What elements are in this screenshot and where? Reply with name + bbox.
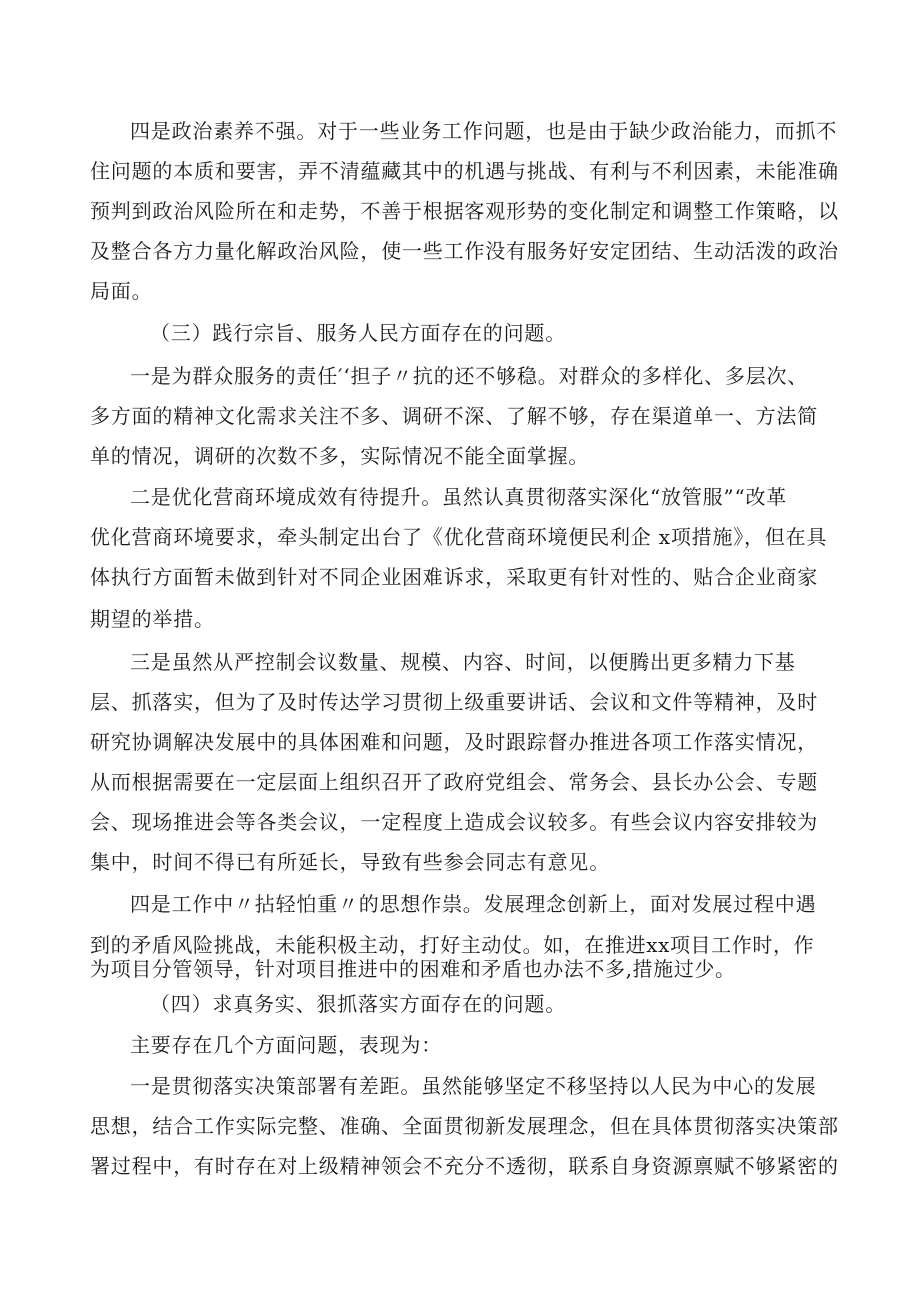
paragraph-line: 单的情况，调研的次数不多，实际情况不能全面掌握。	[90, 444, 590, 468]
paragraph-line: 一是贯彻落实决策部署有差距。虽然能够坚定不移坚持以人民为中心的发展	[130, 1074, 817, 1098]
paragraph-line: 二是优化营商环境成效有待提升。虽然认真贯彻落实深化“放管服”“改革	[130, 485, 788, 509]
paragraph-line: 及整合各方力量化解政治风险，使一些工作没有服务好安定团结、生动活泼的政治	[90, 239, 839, 263]
paragraph-line: 四是工作中〃拈轻怕重〃的思想作祟。发展理念创新上，面对发展过程中遇	[130, 892, 817, 916]
paragraph-line: 四是政治素养不强。对于一些业务工作问题，也是由于缺少政治能力，而抓不	[130, 119, 838, 143]
paragraph-line: 预判到政治风险所在和走势，不善于根据客观形势的变化制定和调整工作策略，以	[90, 199, 839, 223]
paragraph-line: 多方面的精神文化需求关注不多、调研不深、了解不够，存在渠道单一、方法简	[90, 404, 818, 428]
paragraph-line: 局面。	[90, 279, 153, 303]
paragraph-line: 署过程中，有时存在对上级精神领会不充分不透彻，联系自身资源禀赋不够紧密的	[90, 1154, 839, 1178]
section-heading: （四）求真务实、狠抓落实方面存在的问题。	[150, 992, 566, 1016]
paragraph-line: 体执行方面暂未做到针对不同企业困难诉求，采取更有针对性的、贴合企业商家	[90, 565, 818, 589]
paragraph-line: 集中，时间不得已有所延长，导致有些参会同志有意见。	[90, 850, 610, 874]
section-heading: （三）践行宗旨、服务人民方面存在的问题。	[150, 321, 566, 345]
paragraph-line: 住问题的本质和要害，弄不清蕴藏其中的机遇与挑战、有利与不利因素，未能准确	[90, 159, 839, 183]
paragraph-line: 层、抓落实，但为了及时传达学习贯彻上级重要讲话、会议和文件等精神，及时	[90, 690, 818, 714]
paragraph-line: 一是为群众服务的责任′‘担子〃抗的还不够稳。对群众的多样化、多层次、	[130, 364, 809, 388]
paragraph-line: 三是虽然从严控制会议数量、规模、内容、时间，以便腾出更多精力下基	[130, 650, 796, 674]
paragraph-line: 优化营商环境要求，牵头制定出台了《优化营商环境便民利企 x项措施》，但在具	[90, 525, 828, 549]
paragraph-line: 研究协调解决发展中的具体困难和问题，及时跟踪督办推进各项工作落实情况，	[90, 730, 818, 754]
paragraph-line: 主要存在几个方面问题，表现为：	[130, 1033, 442, 1057]
paragraph-line: 期望的举措。	[90, 607, 215, 631]
paragraph-line: 到的矛盾风险挑战，未能积极主动，打好主动仗。如，在推进xx项目工作时，作	[90, 933, 815, 957]
paragraph-line: 从而根据需要在一定层面上组织召开了政府党组会、常务会、县长办公会、专题	[90, 770, 818, 794]
paragraph-line: 思想，结合工作实际完整、准确、全面贯彻新发展理念，但在具体贯彻落实决策部	[90, 1114, 839, 1138]
paragraph-line: 会、现场推进会等各类会议，一定程度上造成会议较多。有些会议内容安排较为	[90, 810, 818, 834]
paragraph-line: 为项目分管领导，针对项目推进中的困难和矛盾也办法不多,措施过少。	[90, 957, 736, 981]
